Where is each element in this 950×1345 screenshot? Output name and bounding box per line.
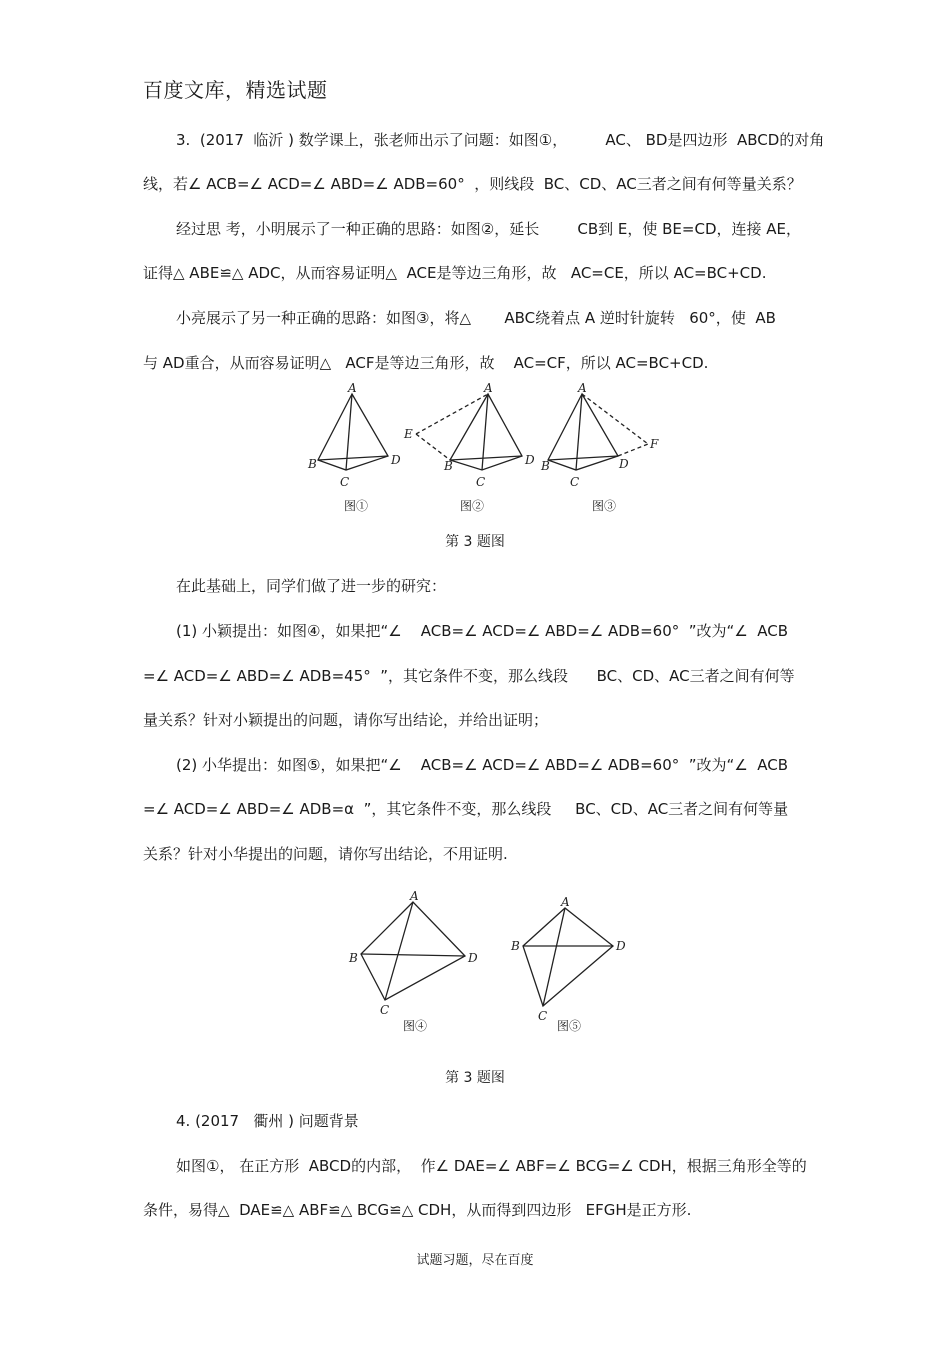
fig1-label-b: B [308, 457, 317, 471]
fig4-label-b: B [349, 951, 358, 965]
q3-line-12: =∠ ACD=∠ ABD=∠ ADB=α ”，其它条件不变，那么线段 BC、CD、AC三者之间有何等量 [143, 800, 789, 818]
fig4-label-d: D [468, 951, 478, 965]
fig2-label-b: B [444, 459, 453, 473]
fig4-caption: 图④ [403, 1019, 428, 1033]
fig2-label-c: C [476, 475, 486, 489]
fig2-label-d: D [525, 453, 535, 467]
fig1-label-c: C [340, 475, 350, 489]
figure-row-2 [345, 888, 635, 1038]
q3-line-7: 在此基础上，同学们做了进一步的研究： [176, 577, 447, 595]
fig5-label-b: B [511, 939, 520, 953]
fig3-label-c: C [570, 475, 580, 489]
fig5-label-a: A [561, 895, 570, 909]
q3-line-3: 经过思 考，小明展示了一种正确的思路：如图②，延长 CB到 E，使 BE=CD，连接 AE， [176, 220, 802, 238]
q3-line-6: 与 AD重合，从而容易证明△ ACF是等边三角形，故 AC=CF，所以 AC=BC+CD. [143, 354, 709, 372]
fig1-caption: 图① [344, 499, 369, 513]
fig3-label-d: D [619, 457, 629, 471]
fig5-label-c: C [538, 1009, 548, 1023]
page-footer: 试题习题，尽在百度 [416, 1253, 534, 1268]
q3-line-9: =∠ ACD=∠ ABD=∠ ADB=45° ”，其它条件不变，那么线段 BC、CD、AC三者之间有何等 [143, 667, 795, 685]
page-header: 百度文库，精选试题 [143, 78, 328, 102]
q3-line-13: 关系？针对小华提出的问题，请你写出结论，不用证明. [143, 845, 508, 863]
q3-line-2: 线，若∠ ACB=∠ ACD=∠ ABD=∠ ADB=60° ，则线段 BC、CD、AC三者之间有何等量关系？ [143, 175, 802, 193]
fig3-caption: 图③ [592, 499, 617, 513]
fig3-label-f: F [650, 437, 659, 451]
q4-line-3: 条件，易得△ DAE≌△ ABF≌△ BCG≌△ CDH，从而得到四边形 EFGH是正方形. [143, 1201, 692, 1219]
fig3-label-a: A [578, 382, 587, 395]
q3-line-10: 量关系？针对小颖提出的问题，请你写出结论，并给出证明； [143, 711, 549, 729]
figure-caption-2: 第 3 题图 [445, 1070, 505, 1086]
fig5-caption: 图⑤ [557, 1019, 582, 1033]
q4-line-1: 4. (2017 衢州 ) 问题背景 [176, 1112, 359, 1130]
q3-line-11: (2) 小华提出：如图⑤，如果把“∠ ACB=∠ ACD=∠ ABD=∠ ADB=60° ”改为“∠ ACB [176, 756, 789, 774]
fig1-label-d: D [391, 453, 401, 467]
figure-row-1 [300, 382, 670, 522]
fig4-label-a: A [410, 889, 419, 903]
q4-line-2: 如图①， 在正方形 ABCD的内部， 作∠ DAE=∠ ABF=∠ BCG=∠ CDH，根据三角形全等的 [176, 1157, 807, 1175]
q3-line-5: 小亮展示了另一种正确的思路：如图③，将△ ABC绕着点 A 逆时针旋转 60°，使 AB [176, 309, 776, 327]
fig1-label-a: A [348, 382, 357, 395]
q3-line-8: (1) 小颖提出：如图④，如果把“∠ ACB=∠ ACD=∠ ABD=∠ ADB=60° ”改为“∠ ACB [176, 622, 789, 640]
fig2-label-e: E [404, 427, 413, 441]
q3-line-1: 3. (2017 临沂 ) 数学课上，张老师出示了问题：如图①， AC、 BD是四边形 ABCD的对角 [176, 131, 825, 149]
q3-line-4: 证得△ ABE≌△ ADC，从而容易证明△ ACE是等边三角形，故 AC=CE，所以 AC=BC+CD. [143, 264, 767, 282]
fig4-label-c: C [380, 1003, 390, 1017]
figure-caption-1: 第 3 题图 [445, 534, 505, 550]
fig2-label-a: A [484, 382, 493, 395]
fig3-label-b: B [541, 459, 550, 473]
fig2-caption: 图② [460, 499, 485, 513]
fig5-label-d: D [616, 939, 626, 953]
